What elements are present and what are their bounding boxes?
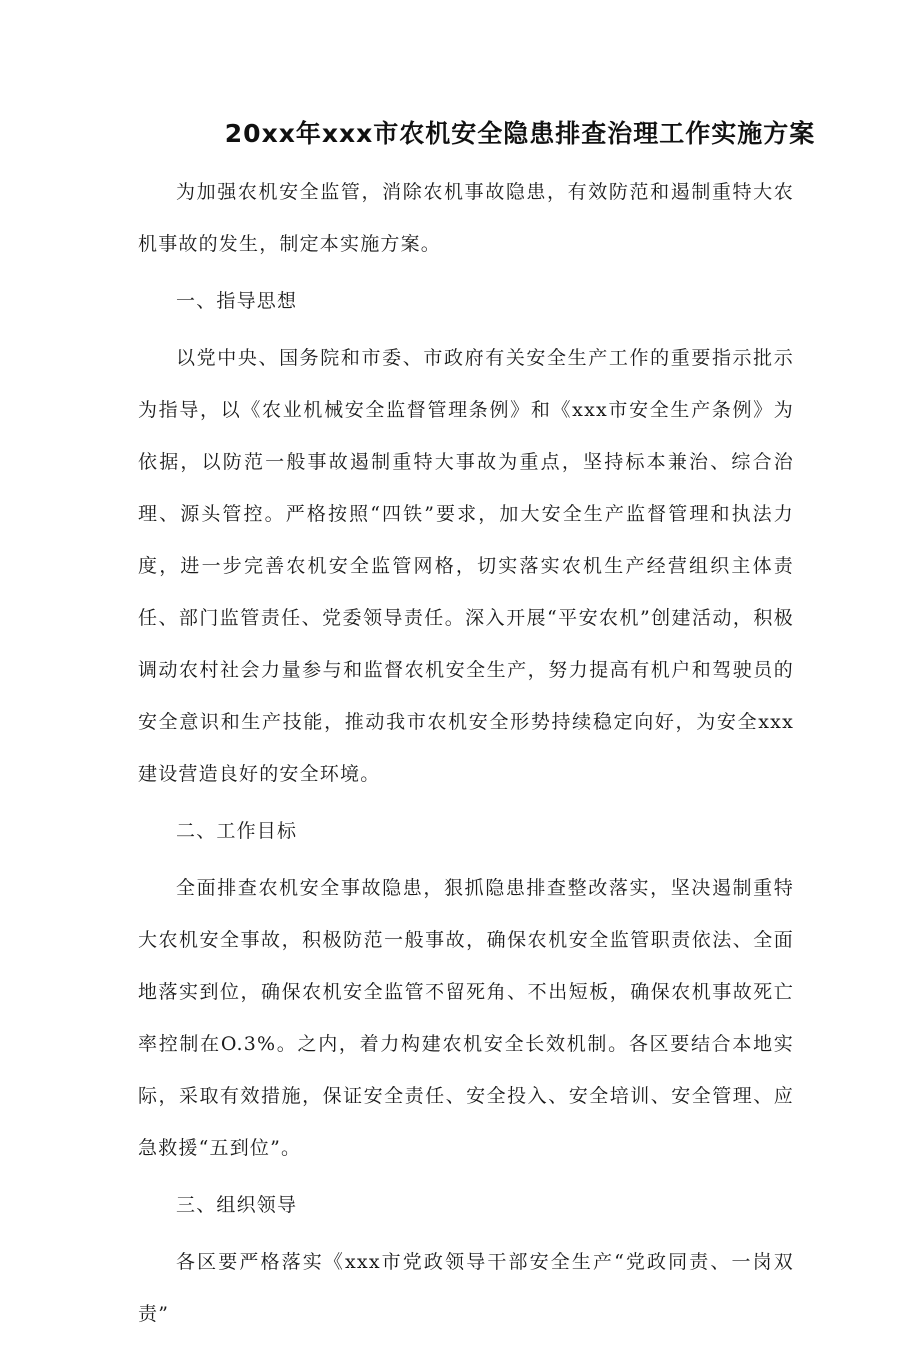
section-paragraph-work-goals: 全面排查农机安全事故隐患，狠抓隐患排查整改落实，坚决遏制重特大农机安全事故，积极防范一般事故，确保农机安全监管职责依法、全面地落实到位，确保农机安全监管不留死角、不出短板，确保农机事故死亡率控制在O.3%。之内，着力构建农机安全长效机制。各区要结合本地实际，采取有效措施，保证安全责任、安全投入、安全培训、安全管理、应急救援“五到位”。 bbox=[138, 877, 794, 1159]
intro-paragraph: 为加强农机安全监管，消除农机事故隐患，有效防范和遏制重特大农机事故的发生，制定本实施方案。 bbox=[138, 181, 794, 255]
section-paragraph-guiding-ideology: 以党中央、国务院和市委、市政府有关安全生产工作的重要指示批示为指导，以《农业机械安全监督管理条例》和《xxx市安全生产条例》为依据，以防范一般事故遏制重特大事故为重点，坚持标本兼治、综合治理、源头管控。严格按照“四铁”要求，加大安全生产监督管理和执法力度，进一步完善农机安全监管网格，切实落实农机生产经营组织主体责任、部门监管责任、党委领导责任。深入开展“平安农机”创建活动，积极调动农村社会力量参与和监督农机安全生产，努力提高有机户和驾驶员的安全意识和生产技能，推动我市农机安全形势持续稳定向好，为安全xxx建设营造良好的安全环境。 bbox=[138, 347, 794, 785]
document-title: 20xx年xxx市农机安全隐患排查治理工作实施方案 bbox=[224, 119, 816, 148]
section-heading-guiding-ideology: 一、指导思想 bbox=[176, 290, 298, 312]
section-heading-work-goals: 二、工作目标 bbox=[176, 820, 298, 842]
section-paragraph-organization-leadership: 各区要严格落实《xxx市党政领导干部安全生产“党政同责、一岗双责” bbox=[138, 1251, 794, 1325]
document-body bbox=[138, 166, 794, 1345]
section-heading-organization-leadership: 三、组织领导 bbox=[176, 1194, 298, 1216]
